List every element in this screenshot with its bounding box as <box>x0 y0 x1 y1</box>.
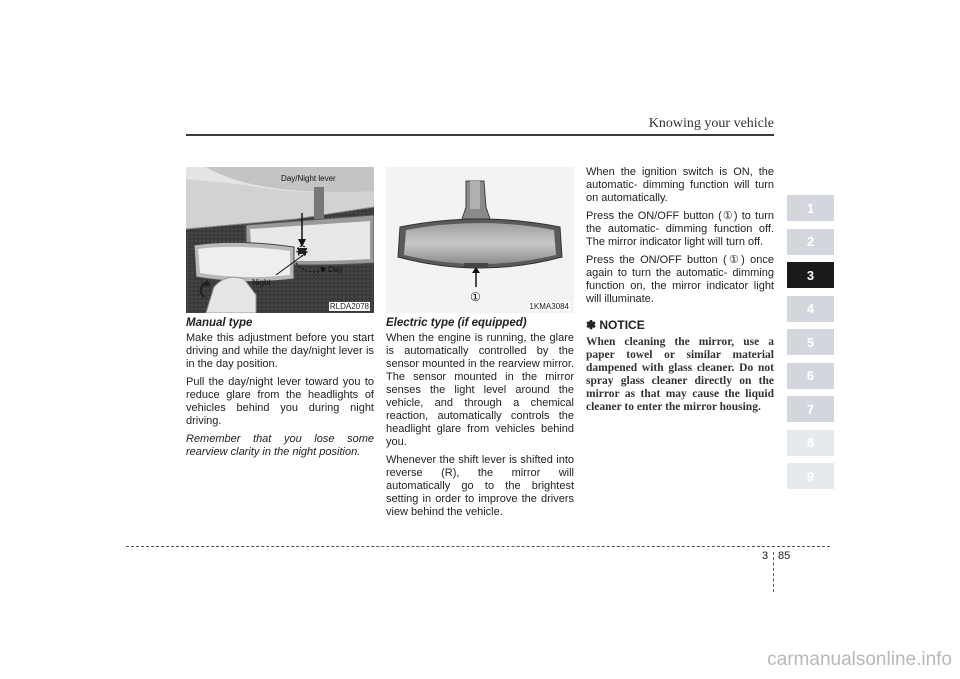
section-title: Knowing your vehicle <box>648 116 774 131</box>
label-day: Day <box>328 265 343 274</box>
callout-1: ① <box>470 290 481 304</box>
chapter-tabs <box>787 195 834 497</box>
paragraph: Press the ON/OFF button (①) to turn the automatic- dimming function off. The mirror indicator light will turn off. <box>586 210 774 248</box>
chapter-tab-2[interactable]: 2 <box>787 229 834 255</box>
footer-rule <box>126 546 830 547</box>
paragraph: When the ignition switch is ON, the automatic- dimming function will turn on automatically. <box>586 166 774 204</box>
page-section-number: 3 <box>762 550 769 562</box>
figure-code: 1KMA3084 <box>529 302 569 311</box>
notice-text: When cleaning the mirror, use a paper towel or similar material dampened with glass cleaner. Do not spray glass cleaner directly on the mirror as that may cause the liquid cleaner to enter the mirror housing. <box>586 336 774 413</box>
paragraph: Press the ON/OFF button (①) once again to turn the automatic- dimming function on, the mirror indicator light will illuminate. <box>586 254 774 305</box>
chapter-tab-1[interactable]: 1 <box>787 195 834 221</box>
chapter-tab-5[interactable]: 5 <box>787 329 834 355</box>
figure-code: RLDA2078 <box>329 302 369 311</box>
paragraph: Pull the day/night lever toward you to reduce glare from the headlights of vehicles behind you during night driving. <box>186 376 374 427</box>
figure-manual-mirror <box>186 167 374 313</box>
figure-electric-mirror <box>386 167 574 313</box>
notice-title: ✽ NOTICE <box>586 318 645 332</box>
label-day-night-lever: Day/Night lever <box>281 174 336 183</box>
page-number-divider <box>773 552 774 592</box>
paragraph: When the engine is running, the glare is automatically controlled by the sensor mounted in the rearview mirror. The sensor mounted in the mirror senses the light level around the vehicle, and through a chemical reaction, automatically controls the headlight glare from vehicles behind you. <box>386 332 574 448</box>
electric-mirror-illustration <box>386 167 574 313</box>
chapter-tab-9[interactable]: 9 <box>787 463 834 489</box>
page-number: 85 <box>778 550 791 562</box>
watermark: carmanualsonline.info <box>767 649 952 670</box>
column-auto-dimming <box>586 166 774 414</box>
chapter-tab-7[interactable]: 7 <box>787 396 834 422</box>
column-manual-type <box>186 167 374 464</box>
chapter-tab-4[interactable]: 4 <box>787 296 834 322</box>
chapter-tab-6[interactable]: 6 <box>787 363 834 389</box>
chapter-tab-3[interactable]: 3 <box>787 262 834 288</box>
label-night: Night <box>252 278 271 287</box>
paragraph: Make this adjustment before you start driving and while the day/night lever is in the day position. <box>186 332 374 370</box>
column-electric-type <box>386 167 574 524</box>
header-rule <box>186 134 774 136</box>
paragraph-note: Remember that you lose some rearview clarity in the night position. <box>186 433 374 458</box>
manual-mirror-illustration <box>186 167 374 313</box>
chapter-tab-8[interactable]: 8 <box>787 430 834 456</box>
paragraph: Whenever the shift lever is shifted into reverse (R), the mirror will automatically go to the brightest setting in order to improve the drivers view behind the vehicle. <box>386 454 574 518</box>
heading-electric-type: Electric type (if equipped) <box>386 317 527 329</box>
heading-manual-type: Manual type <box>186 317 253 329</box>
